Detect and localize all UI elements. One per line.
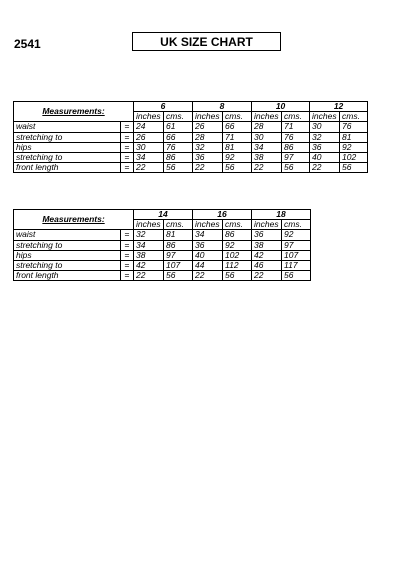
unit-cms: cms. [164,112,193,122]
value-inches: 34 [134,240,164,250]
value-inches: 36 [193,152,223,162]
value-inches: 22 [252,271,282,281]
value-inches: 40 [193,250,223,260]
value-cms: 81 [340,132,368,142]
table-header-row [14,210,311,220]
unit-inches: inches [193,220,223,230]
size-chart-table-1 [13,101,368,173]
row-label: hips [14,250,121,260]
value-inches: 32 [134,230,164,240]
value-cms: 56 [282,163,310,173]
unit-inches: inches [134,220,164,230]
size-header: 18 [252,210,311,220]
unit-inches: inches [252,220,282,230]
value-inches: 38 [252,152,282,162]
value-cms: 76 [164,142,193,152]
value-inches: 22 [134,271,164,281]
value-cms: 76 [340,122,368,132]
value-inches: 22 [252,163,282,173]
value-cms: 117 [282,260,311,270]
value-cms: 86 [223,230,252,240]
value-inches: 22 [310,163,340,173]
value-inches: 40 [310,152,340,162]
size-header: 14 [134,210,193,220]
value-cms: 86 [164,240,193,250]
table-row [14,271,311,281]
equals-sign: = [121,142,134,152]
equals-sign: = [121,163,134,173]
value-cms: 92 [282,230,311,240]
table-row [14,142,368,152]
value-cms: 61 [164,122,193,132]
value-cms: 71 [282,122,310,132]
value-inches: 42 [252,250,282,260]
equals-sign: = [121,240,134,250]
equals-sign: = [121,250,134,260]
value-inches: 30 [252,132,282,142]
value-inches: 36 [310,142,340,152]
value-cms: 92 [223,152,252,162]
value-cms: 92 [340,142,368,152]
size-header: 12 [310,102,368,112]
row-label: front length [14,271,121,281]
value-cms: 56 [164,163,193,173]
value-cms: 86 [164,152,193,162]
value-cms: 102 [223,250,252,260]
row-label: stretching to [14,132,121,142]
row-label: hips [14,142,121,152]
table-row [14,132,368,142]
row-label: waist [14,122,121,132]
value-cms: 86 [282,142,310,152]
value-cms: 66 [164,132,193,142]
value-inches: 36 [193,240,223,250]
row-label: front length [14,163,121,173]
unit-cms: cms. [223,112,252,122]
value-inches: 22 [193,163,223,173]
unit-inches: inches [252,112,282,122]
equals-sign: = [121,152,134,162]
value-inches: 42 [134,260,164,270]
value-cms: 102 [340,152,368,162]
value-inches: 22 [134,163,164,173]
value-cms: 81 [223,142,252,152]
equals-sign: = [121,122,134,132]
value-cms: 81 [164,230,193,240]
value-cms: 56 [164,271,193,281]
equals-sign: = [121,271,134,281]
table-row [14,122,368,132]
value-cms: 107 [164,260,193,270]
value-cms: 66 [223,122,252,132]
equals-sign: = [121,260,134,270]
value-cms: 71 [223,132,252,142]
value-inches: 22 [193,271,223,281]
value-inches: 32 [193,142,223,152]
value-inches: 26 [134,132,164,142]
table-row [14,163,368,173]
equals-sign: = [121,230,134,240]
value-cms: 107 [282,250,311,260]
value-cms: 97 [282,152,310,162]
size-header: 10 [252,102,310,112]
size-header: 6 [134,102,193,112]
value-inches: 38 [134,250,164,260]
value-cms: 56 [223,271,252,281]
unit-inches: inches [193,112,223,122]
row-label: waist [14,230,121,240]
value-cms: 97 [282,240,311,250]
value-inches: 30 [310,122,340,132]
unit-inches: inches [310,112,340,122]
value-inches: 28 [193,132,223,142]
value-inches: 28 [252,122,282,132]
size-chart-table-2 [13,209,311,281]
value-inches: 24 [134,122,164,132]
value-inches: 38 [252,240,282,250]
value-cms: 56 [223,163,252,173]
table-row [14,230,311,240]
value-inches: 34 [193,230,223,240]
value-inches: 34 [252,142,282,152]
unit-cms: cms. [223,220,252,230]
table-row [14,250,311,260]
value-inches: 46 [252,260,282,270]
value-inches: 44 [193,260,223,270]
unit-cms: cms. [340,112,368,122]
table-row [14,152,368,162]
value-inches: 26 [193,122,223,132]
value-cms: 112 [223,260,252,270]
value-cms: 56 [340,163,368,173]
row-label: stretching to [14,260,121,270]
value-inches: 34 [134,152,164,162]
page-title: UK SIZE CHART [132,32,281,51]
row-label: stretching to [14,240,121,250]
table-header-row [14,102,368,112]
value-cms: 92 [223,240,252,250]
product-code: 2541 [14,37,41,51]
measurements-header: Measurements: [14,102,134,122]
value-cms: 97 [164,250,193,260]
unit-cms: cms. [282,220,311,230]
size-header: 8 [193,102,252,112]
measurements-header: Measurements: [14,210,134,230]
value-inches: 30 [134,142,164,152]
value-inches: 32 [310,132,340,142]
row-label: stretching to [14,152,121,162]
value-inches: 36 [252,230,282,240]
value-cms: 76 [282,132,310,142]
table-row [14,240,311,250]
equals-sign: = [121,132,134,142]
size-header: 16 [193,210,252,220]
unit-cms: cms. [164,220,193,230]
unit-cms: cms. [282,112,310,122]
value-cms: 56 [282,271,311,281]
table-row [14,260,311,270]
unit-inches: inches [134,112,164,122]
